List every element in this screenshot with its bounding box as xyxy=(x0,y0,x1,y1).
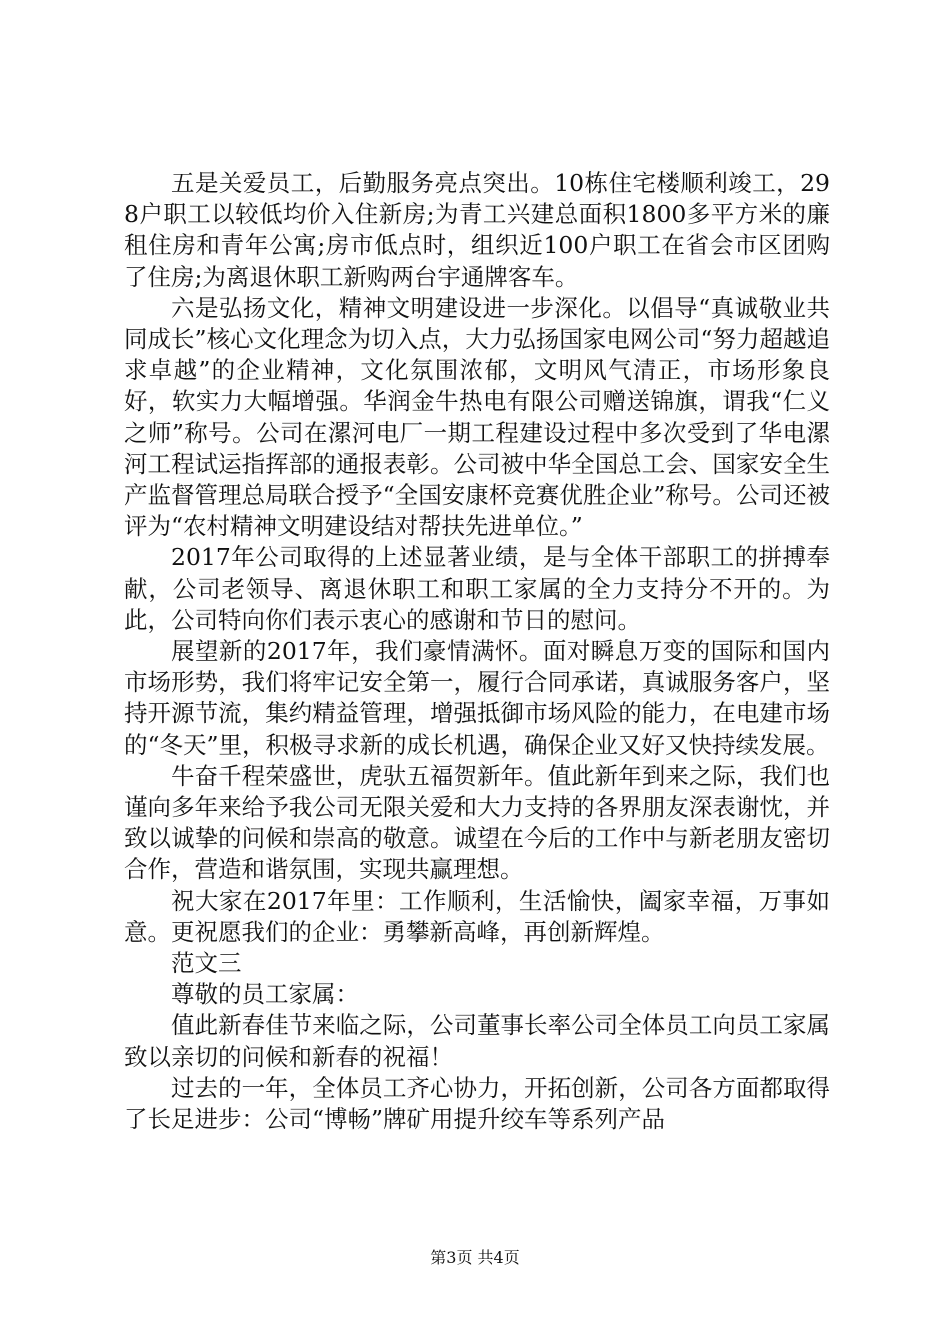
paragraph-6: 祝大家在2017年里：工作顺利，生活愉快，阖家幸福，万事如意。更祝愿我们的企业：勇攀新高峰，再创新辉煌。 xyxy=(124,886,830,946)
section-heading: 范文三 xyxy=(171,949,242,978)
page-number-footer: 第3页 共4页 xyxy=(430,1248,520,1267)
paragraph-1: 五是关爱员工，后勤服务亮点突出。10栋住宅楼顺利竣工，298户职工以较低均价入住新房;为青工兴建总面积1800多平方米的廉租住房和青年公寓;房市低点时，组织近100户职工在省会市区团购了住房;为离退休职工新购两台宇通牌客车。 xyxy=(124,169,830,291)
paragraph-3: 2017年公司取得的上述显著业绩，是与全体干部职工的拼搏奉献，公司老领导、离退休职工和职工家属的全力支持分不开的。为此，公司特向你们表示衷心的感谢和节日的慰问。 xyxy=(124,543,830,634)
paragraph-4: 展望新的2017年，我们豪情满怀。面对瞬息万变的国际和国内市场形势，我们将牢记安全第一，履行合同承诺，真诚服务客户，坚持开源节流，集约精益管理，增强抵御市场风险的能力，在电建市场的“冬天”里，积极寻求新的成长机遇，确保企业又好又快持续发展。 xyxy=(124,637,830,759)
paragraph-5: 牛奋千程荣盛世，虎驮五福贺新年。值此新年到来之际，我们也谨向多年来给予我公司无限关爱和大力支持的各界朋友深表谢忱，并致以诚挚的问候和崇高的敬意。诚望在今后的工作中与新老朋友密切合作，营造和谐氛围，实现共赢理想。 xyxy=(124,761,830,884)
document-body xyxy=(124,168,830,1135)
paragraph-9: 值此新春佳节来临之际，公司董事长率公司全体员工向员工家属致以亲切的问候和新春的祝福！ xyxy=(124,1011,830,1071)
salutation: 尊敬的员工家属： xyxy=(171,980,359,1009)
paragraph-2: 六是弘扬文化，精神文明建设进一步深化。以倡导“真诚敬业共同成长”核心文化理念为切入点，大力弘扬国家电网公司“努力超越追求卓越”的企业精神，文化氛围浓郁，文明风气清正，市场形象良好，软实力大幅增强。华润金牛热电有限公司赠送锦旗，谓我“仁义之师”称号。公司在漯河电厂一期工程建设过程中多次受到了华电漯河工程试运指挥部的通报表彰。公司被中华全国总工会、国家安全生产监督管理总局联合授予“全国安康杯竞赛优胜企业”称号。公司还被评为“农村精神文明建设结对帮扶先进单位。” xyxy=(124,293,830,541)
paragraph-10: 过去的一年，全体员工齐心协力，开拓创新，公司各方面都取得了长足进步：公司“博畅”牌矿用提升绞车等系列产品 xyxy=(124,1073,830,1134)
